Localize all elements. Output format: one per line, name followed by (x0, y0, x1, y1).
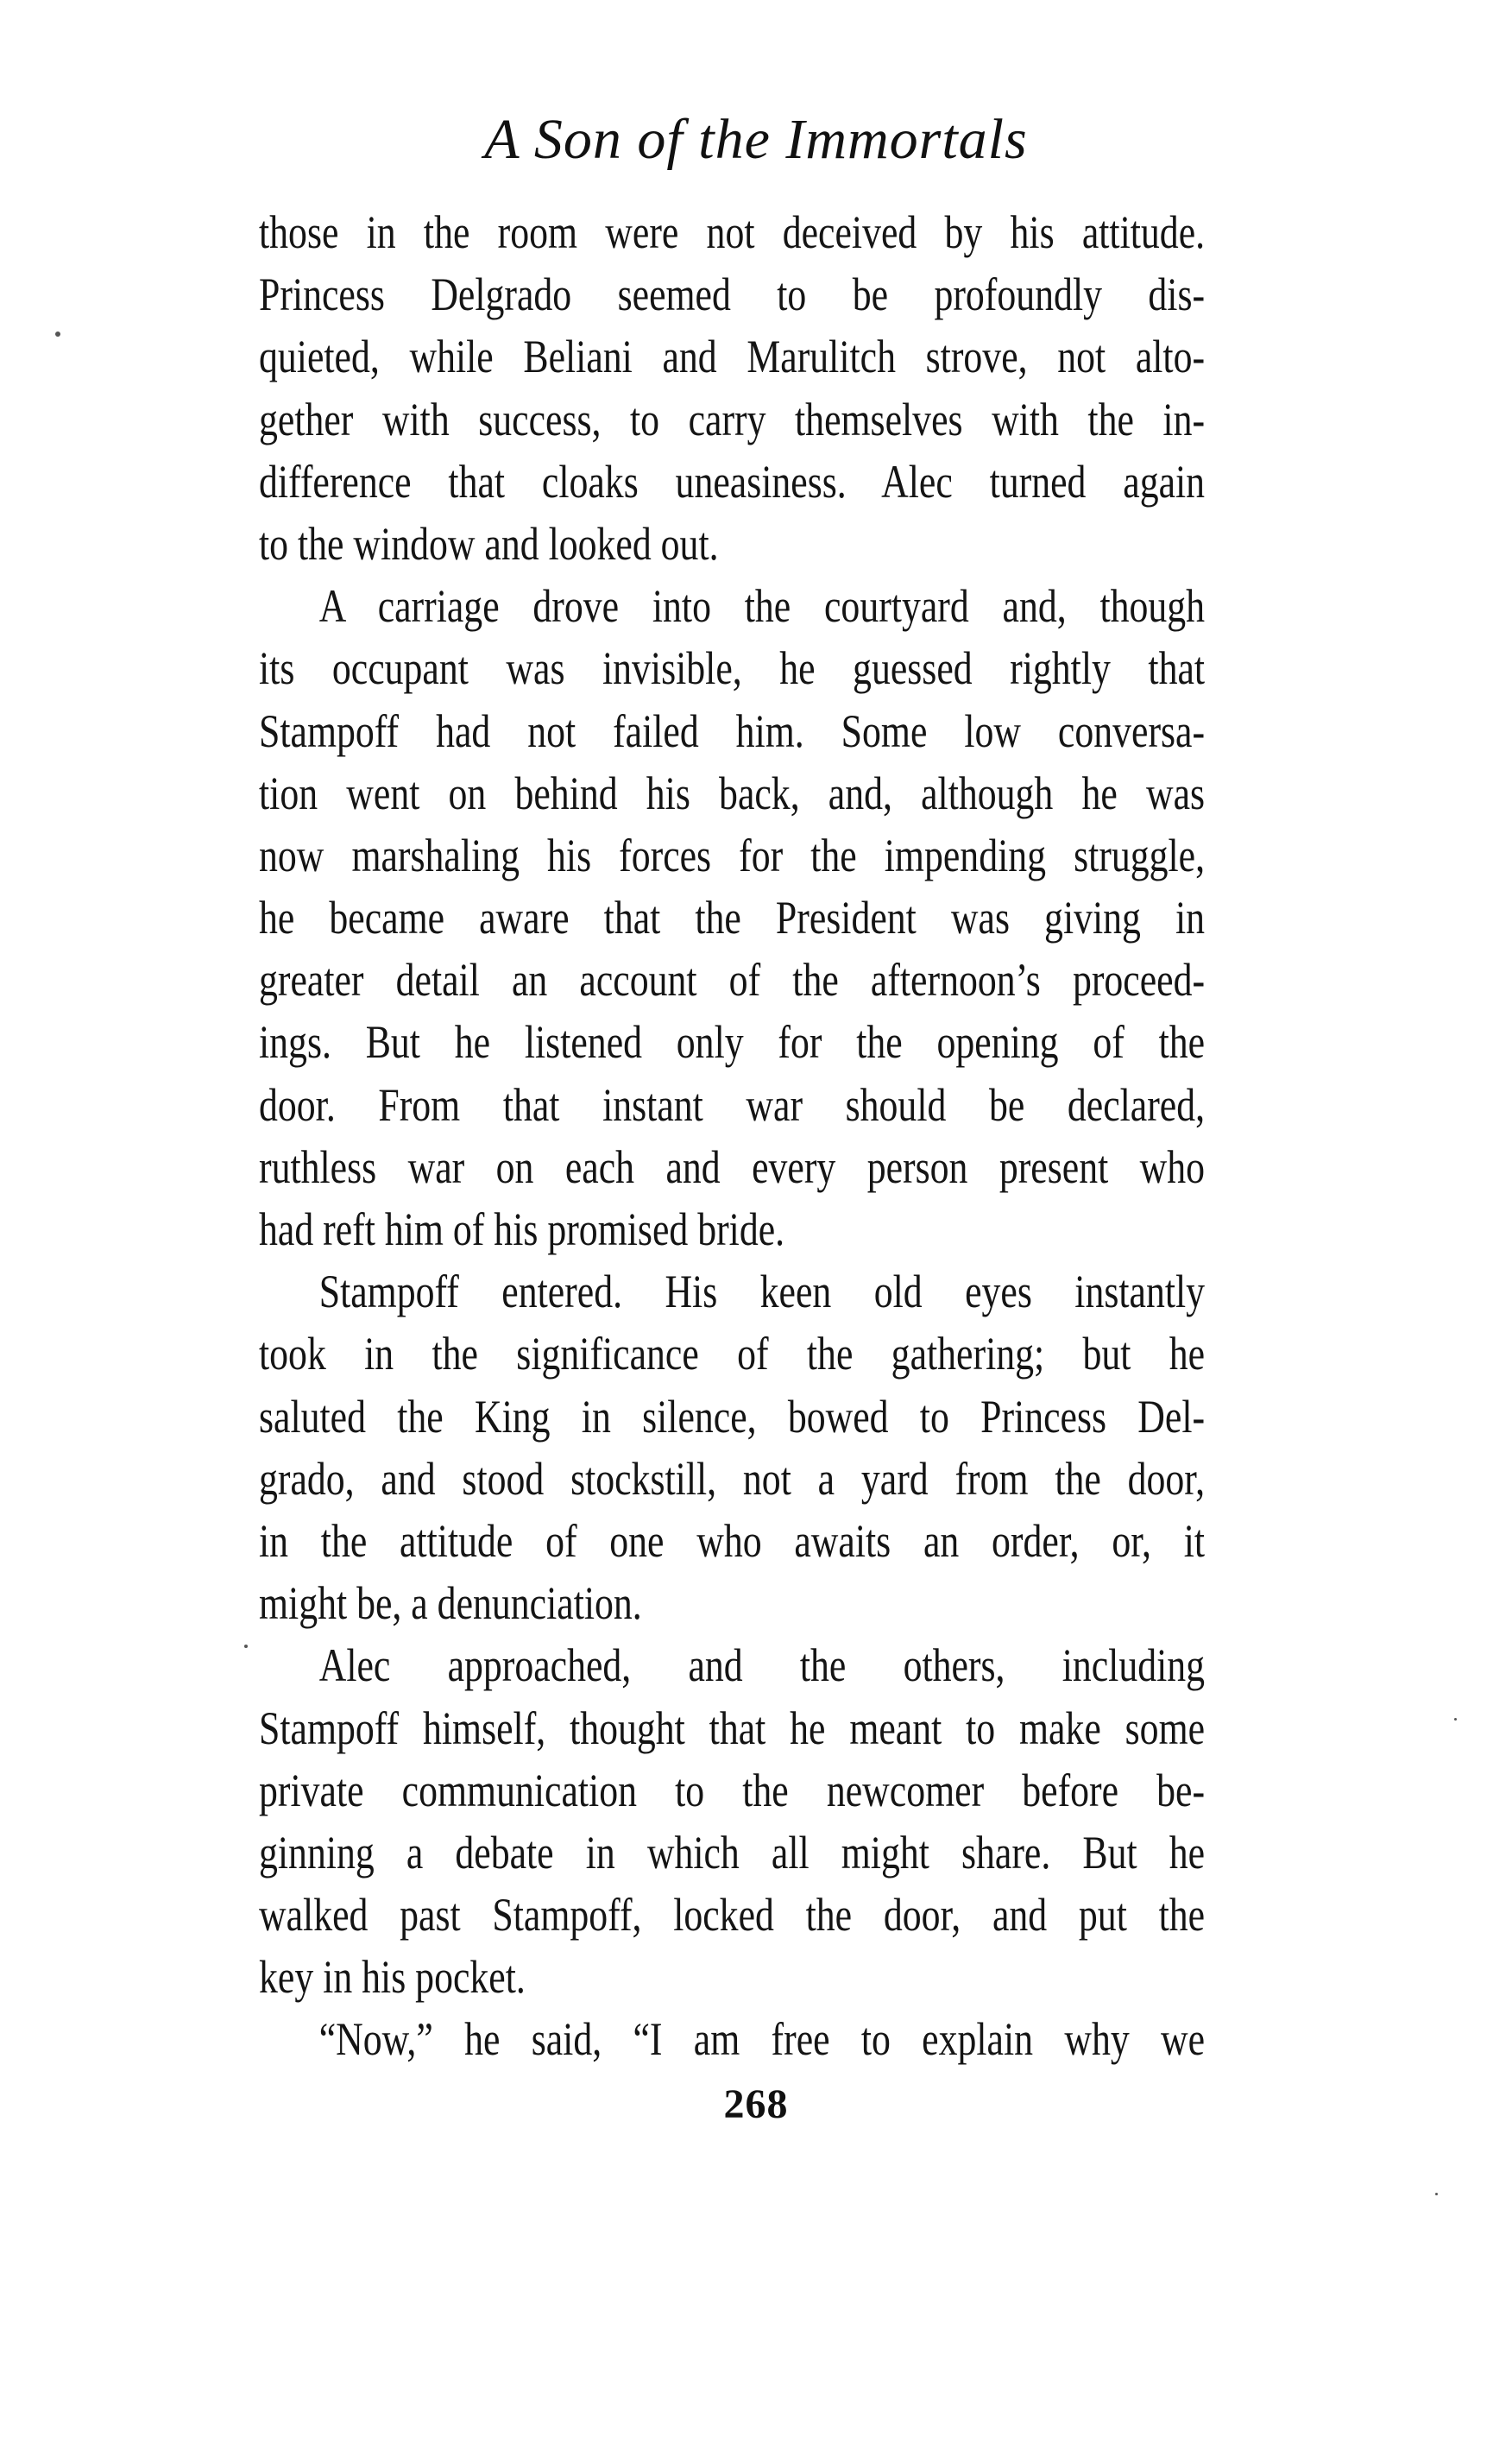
text-line: Alec approached, and the others, including (318, 1639, 1206, 1692)
text-line: gether with success, to carry themselves with the in- (259, 393, 1206, 445)
text-line: might be, a denunciation. (259, 1577, 642, 1630)
page-number: 268 (723, 2081, 789, 2127)
text-line: ruthless war on each and every person present who (259, 1140, 1206, 1193)
text-line: walked past Stampoff, locked the door, and put the (259, 1889, 1206, 1942)
text-line: he became aware that the President was giving in (259, 892, 1206, 944)
scan-speck (244, 1645, 248, 1648)
text-line: took in the significance of the gathering; but he (259, 1328, 1206, 1380)
text-line: “Now,” he said, “I am free to explain why we (318, 2013, 1206, 2066)
text-line: A carriage drove into the courtyard and, though (318, 580, 1206, 633)
text-line: difference that cloaks uneasiness. Alec turned again (259, 455, 1206, 508)
running-head: A Son of the Immortals (484, 108, 1028, 171)
text-line: Stampoff entered. His keen old eyes instantly (318, 1266, 1206, 1318)
text-line: its occupant was invisible, he guessed rightly that (259, 642, 1206, 695)
text-line: Stampoff himself, thought that he meant to make some (259, 1702, 1206, 1754)
text-line: tion went on behind his back, and, although he was (259, 767, 1206, 819)
text-line: ginning a debate in which all might share. But he (259, 1826, 1206, 1879)
body-text (259, 201, 1205, 2071)
text-line: key in his pocket. (259, 1951, 526, 2004)
scan-speck (1435, 2193, 1438, 2195)
text-line: ings. But he listened only for the opening of the (259, 1016, 1206, 1069)
text-line: in the attitude of one who awaits an order, or, it (259, 1514, 1206, 1567)
text-line: private communication to the newcomer before be- (259, 1764, 1206, 1816)
scan-speck (1454, 1718, 1457, 1721)
text-line: to the window and looked out. (259, 517, 719, 570)
scan-speck (55, 332, 60, 337)
text-line: saluted the King in silence, bowed to Princess Del- (259, 1390, 1206, 1443)
text-line: grado, and stood stockstill, not a yard from the door, (259, 1452, 1206, 1505)
text-line: now marshaling his forces for the impending struggle, (259, 829, 1206, 881)
text-line: quieted, while Beliani and Marulitch strove, not alto- (259, 331, 1206, 383)
text-line: Princess Delgrado seemed to be profoundly dis- (259, 268, 1206, 321)
text-line: Stampoff had not failed him. Some low conversa- (259, 704, 1206, 757)
text-line: greater detail an account of the afternoon’s proceed- (259, 954, 1206, 1007)
text-line: those in the room were not deceived by his attitude. (259, 206, 1206, 258)
text-line: had reft him of his promised bride. (259, 1203, 785, 1255)
text-line: door. From that instant war should be declared, (259, 1078, 1206, 1131)
